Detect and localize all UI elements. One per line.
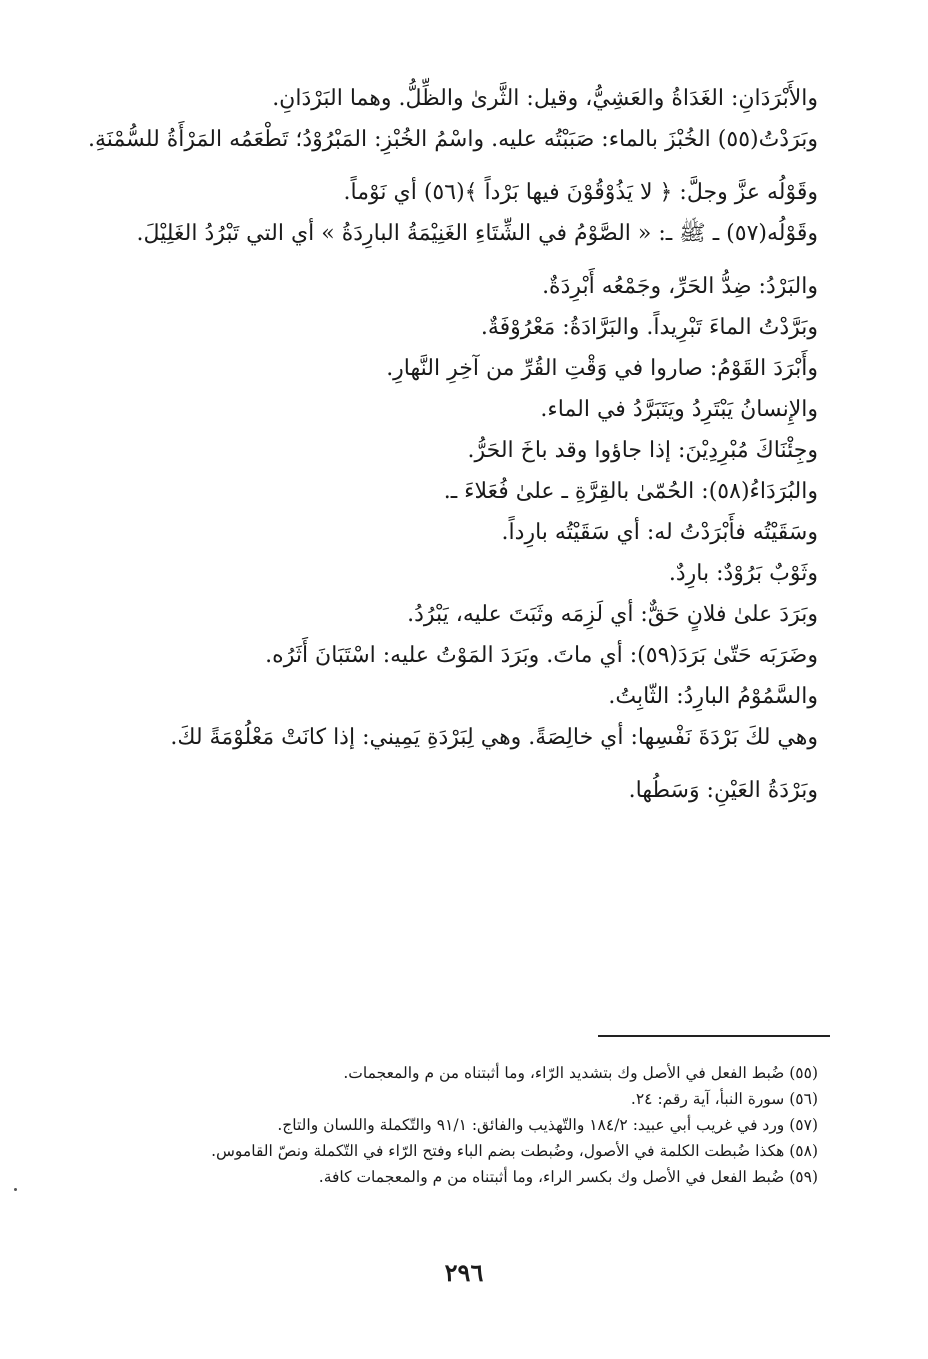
footnote-57: (٥٧) ورد في غريب أبي عبيد: ١٨٤/٢ والتّهذيب والفائق: ٩١/١ والتّكملة واللسان والتاج. — [277, 1116, 818, 1134]
paragraph-saqaytuhu: وسَقَيْتُه فأَبْرَدْتُ له: أي سَقَيْتُه بارِداً. — [501, 520, 818, 545]
paragraph-barada-ala: وبَرَدَ علىٰ فلانٍ حَقٌّ: أي لَزِمَه وثَبَتَ عليه، يَبْرُدُ. — [407, 602, 818, 627]
scan-speck — [14, 1188, 17, 1191]
paragraph-barradtu: وبَرَّدْتُ الماءَ تَبْرِيداً. والبَرَّادَةُ: مَعْرُوْفَةٌ. — [480, 315, 818, 340]
paragraph-bardat-alayn: وبَرْدَةُ العَيْنِ: وَسَطُها. — [628, 778, 818, 803]
footnote-59: (٥٩) ضُبط الفعل في الأصل وك بكسر الراء، وما أثبتناه من م والمعجمات كافة. — [318, 1168, 818, 1186]
footnotes — [88, 1060, 818, 1190]
footnote-55: (٥٥) ضُبط الفعل في الأصل وك بتشديد الرّاء، وما أثبتناه من م والمعجمات. — [343, 1064, 818, 1082]
footnote-56: (٥٦) سورة النبأ، آية رقم: ٢٤. — [630, 1090, 818, 1108]
paragraph-darabahu: وضَرَبَه حَتّىٰ بَرَدَ(٥٩): أي ماتَ. وبَرَدَ المَوْتُ عليه: اسْتَبَانَ أَثَرُه. — [265, 643, 818, 668]
paragraph-thawb-barud: وثَوْبٌ بَرُوْدٌ: بارِدٌ. — [668, 561, 818, 586]
paragraph-abradan: والأَبْرَدَانِ: الغَدَاةُ والعَشِيُّ، وقيل: الثَّرىٰ والظِّلُّ. وهما البَرْدَانِ. — [272, 86, 818, 111]
paragraph-mubridin: وجِئْنَاكَ مُبْرِدِيْنَ: إذا جاؤوا وقد باخَ الحَرُّ. — [467, 438, 818, 463]
paragraph-hadith: وقَوْلُه(٥٧) ـ ﷺ ـ: « الصَّوْمُ في الشِّتَاءِ الغَنِيْمَةُ البارِدَةُ » أي التي تَبْرُدُ الغَلِيْلَ. — [136, 221, 818, 246]
main-text — [88, 78, 818, 811]
paragraph-yabtarid: والإِنسانُ يَبْتَرِدُ ويَتَبَرَّدُ في الماء. — [540, 397, 818, 422]
footnote-58: (٥٨) هكذا ضُبطت الكلمة في الأصول، وضُبطت بضم الباء وفتح الرّاء في التّكملة ونصّ القاموس. — [211, 1142, 818, 1160]
page-number: ٢٩٦ — [444, 1258, 484, 1287]
paragraph-alburada: والبُرَدَاءُ(٥٨): الحُمّىٰ بالقِرَّةِ ـ علىٰ فُعَلاءَ ـ. — [443, 479, 818, 504]
paragraph-bardata-nafsiha: وهي لكَ بَرْدَةَ نَفْسِها: أي خالِصَةً. وهي لِبَرْدَةِ يَمِيني: إذا كانَتْ مَعْلُوْمَةً لكَ. — [170, 725, 818, 750]
paragraph-albard: والبَرْدُ: ضِدُّ الحَرِّ، وجَمْعُه أَبْرِدَةٌ. — [542, 274, 818, 299]
paragraph-quran-verse: وقَوْلُه عزَّ وجلَّ: ﴿ لا يَذُوْقُوْنَ فيها بَرْداً ﴾(٥٦) أي نَوْماً. — [343, 180, 818, 205]
paragraph-abrada-alqawm: وأَبْرَدَ القَوْمُ: صاروا في وَقْتِ القُرِّ من آخِرِ النَّهارِ. — [386, 356, 818, 381]
paragraph-assamum: والسَّمُوْمُ البارِدُ: الثّابِتُ. — [608, 684, 818, 709]
paragraph-bardtu-alkhubz: وبَرَدْتُ(٥٥) الخُبْزَ بالماء: صَبَبْتُه عليه. واسْمُ الخُبْزِ: المَبْرُوْدُ؛ تَطْعَمُه المَرْأَةُ للسُّمْنَةِ. — [88, 127, 818, 152]
footnote-divider — [598, 1035, 830, 1037]
